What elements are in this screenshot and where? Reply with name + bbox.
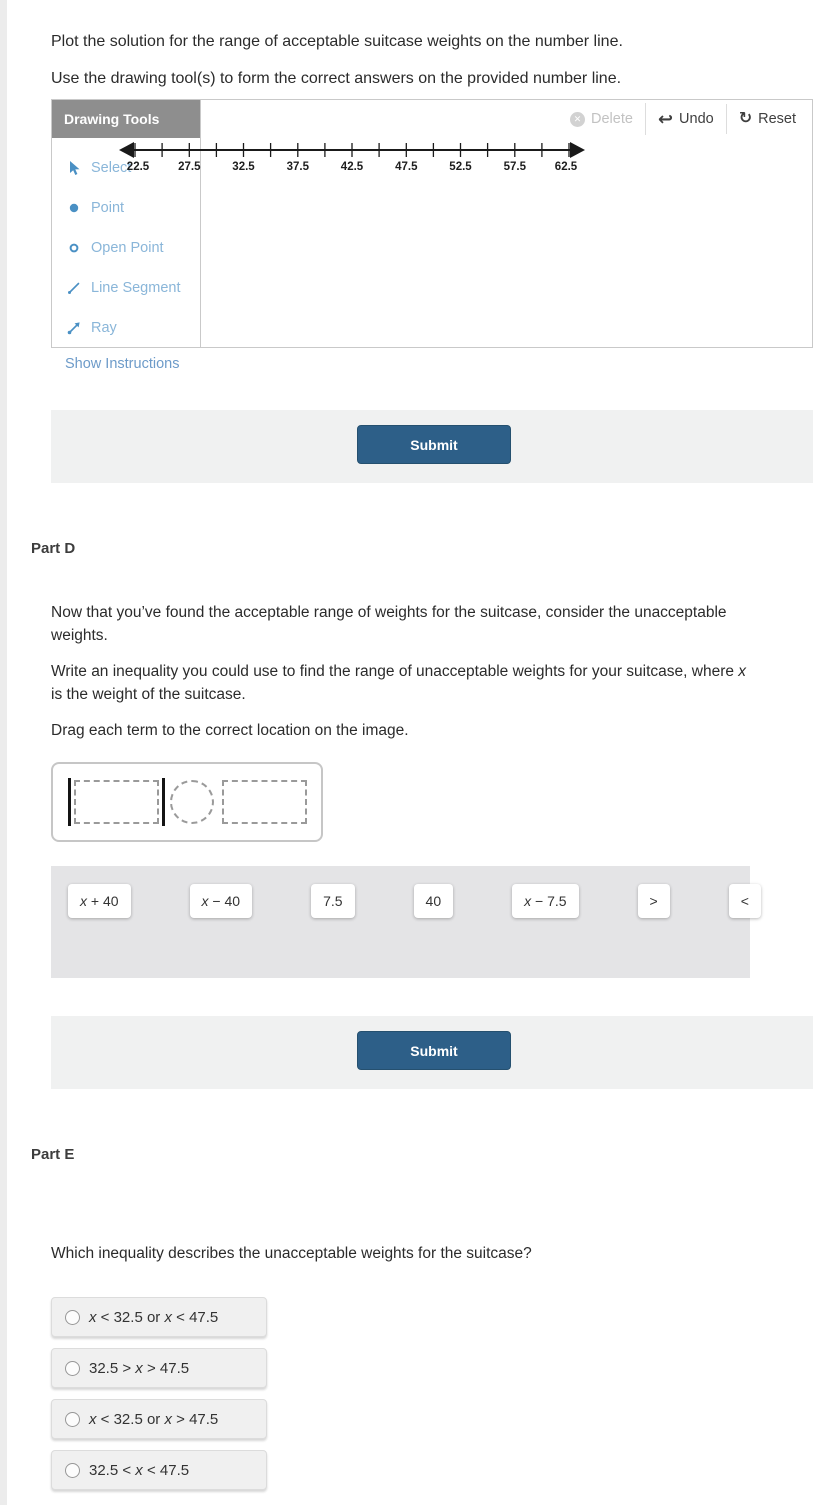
show-instructions-link[interactable]: Show Instructions: [65, 356, 180, 372]
drag-term[interactable]: >: [638, 884, 670, 918]
drag-term[interactable]: 7.5: [311, 884, 354, 918]
radio-button[interactable]: [65, 1361, 80, 1376]
tool-ray[interactable]: [52, 308, 200, 348]
answer-option[interactable]: [51, 1450, 267, 1490]
numberline-left-arrow: [119, 142, 134, 158]
drag-term[interactable]: <: [729, 884, 761, 918]
drag-term[interactable]: x − 40: [190, 884, 253, 918]
tick-label: 57.5: [503, 161, 526, 173]
drag-terms-tray: [51, 866, 750, 978]
tick-label: 62.5: [554, 161, 578, 173]
radio-button[interactable]: [65, 1310, 80, 1325]
drawing-tools-title: Drawing Tools: [52, 100, 200, 138]
tool-point-label: Point: [91, 200, 125, 216]
submit-band-part-c: [51, 410, 813, 483]
tool-ray-label: Ray: [91, 320, 117, 336]
numberline-labels: [127, 161, 578, 173]
tool-open-point-label: Open Point: [91, 240, 164, 256]
number-line-canvas[interactable]: [117, 136, 587, 178]
part-e-question: Which inequality describes the unacceptable weights for the suitcase?: [51, 1245, 532, 1262]
instruction-line-2: Use the drawing tool(s) to form the correct answers on the provided number line.: [51, 70, 622, 88]
drop-target-expression[interactable]: [74, 780, 159, 824]
submit-band-part-d: [51, 1016, 813, 1089]
drop-target-value[interactable]: [222, 780, 307, 824]
answer-option[interactable]: [51, 1297, 267, 1337]
ray-icon: [66, 320, 82, 336]
answer-option[interactable]: [51, 1348, 267, 1388]
submit-button[interactable]: Submit: [357, 425, 511, 464]
drag-term[interactable]: x + 40: [68, 884, 131, 918]
open-point-icon: [66, 240, 82, 256]
tick-label: 27.5: [178, 161, 201, 173]
answer-option-label: x < 32.5 or x > 47.5: [89, 1410, 219, 1428]
reset-label: Reset: [758, 111, 796, 127]
radio-button[interactable]: [65, 1463, 80, 1478]
tick-label: 37.5: [286, 161, 309, 173]
delete-circle-x-icon: ✕: [570, 112, 585, 127]
reset-refresh-icon: ↻: [738, 110, 753, 127]
tick-label: 42.5: [340, 161, 364, 173]
part-d-paragraph-1: Now that you’ve found the acceptable range of weights for the suitcase, consider the unacceptable weights.: [51, 604, 727, 644]
drag-term[interactable]: 40: [414, 884, 454, 918]
answer-option[interactable]: [51, 1399, 267, 1439]
top-instructions: [51, 30, 781, 104]
tick-label: 22.5: [126, 161, 150, 173]
tool-select-label: Select: [91, 160, 132, 176]
drawing-area: [51, 99, 813, 348]
answer-option-label: 32.5 < x < 47.5: [89, 1461, 190, 1479]
undo-arrow-icon: ↩: [657, 109, 674, 129]
part-e-heading: Part E: [31, 1146, 75, 1163]
drop-target-operator[interactable]: [170, 780, 214, 824]
tool-open-point[interactable]: [52, 228, 200, 268]
tool-point[interactable]: [52, 188, 200, 228]
answer-options: [51, 1297, 267, 1501]
part-d-body: [51, 602, 757, 757]
page-left-gutter: [0, 0, 7, 1505]
part-d-paragraph-2: Write an inequality you could use to find the range of unacceptable weights for your suitcase, where x is the weight of the suitcase.: [51, 663, 747, 703]
inequality-drop-figure: [51, 762, 323, 842]
canvas-toolbar: [558, 103, 808, 135]
tick-label: 52.5: [449, 161, 472, 173]
answer-option-label: x < 32.5 or x < 47.5: [89, 1308, 219, 1326]
numberline-right-arrow: [570, 142, 585, 158]
part-d-heading: Part D: [31, 540, 76, 557]
delete-label: Delete: [591, 111, 633, 127]
answer-option-label: 32.5 > x > 47.5: [89, 1359, 190, 1377]
tick-label: 32.5: [232, 161, 255, 173]
reset-button[interactable]: [726, 104, 808, 134]
instruction-line-1: Plot the solution for the range of acceptable suitcase weights on the number line.: [51, 33, 623, 50]
submit-button[interactable]: Submit: [357, 1031, 511, 1070]
drag-term[interactable]: x − 7.5: [512, 884, 578, 918]
absolute-value-bar-right: [162, 778, 165, 826]
radio-button[interactable]: [65, 1412, 80, 1427]
undo-button[interactable]: [645, 103, 726, 135]
filled-point-icon: [66, 200, 82, 216]
tick-label: 47.5: [395, 161, 418, 173]
delete-button[interactable]: [558, 104, 645, 134]
undo-label: Undo: [679, 111, 714, 127]
tool-line-segment-label: Line Segment: [91, 280, 181, 296]
tool-line-segment[interactable]: [52, 268, 200, 308]
absolute-value-bar-left: [68, 778, 71, 826]
part-d-paragraph-3: Drag each term to the correct location on the image.: [51, 722, 409, 739]
line-segment-icon: [66, 280, 82, 296]
select-cursor-icon: [66, 160, 82, 176]
